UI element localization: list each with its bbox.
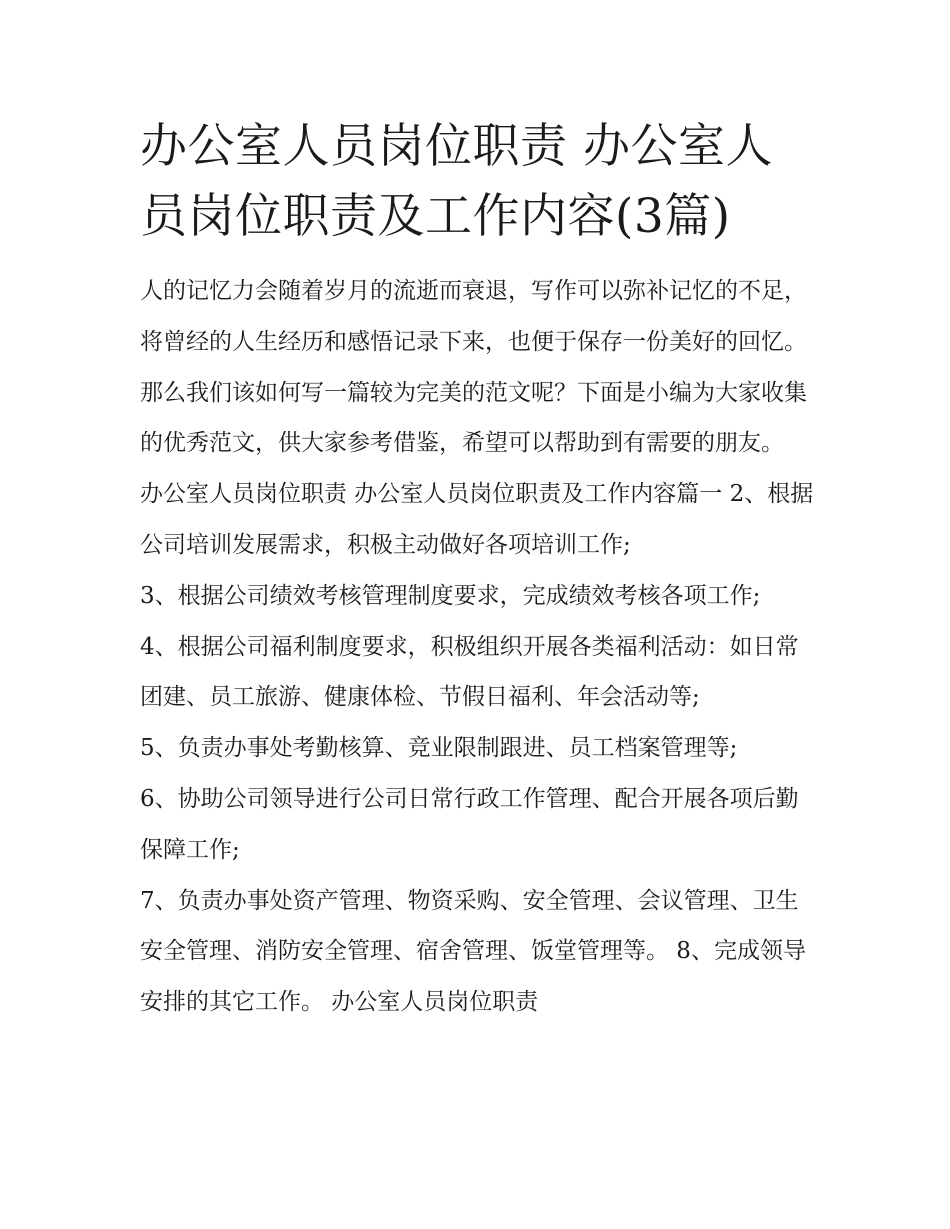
paragraph-item-3: 3、根据公司绩效考核管理制度要求，完成绩效考核各项工作; bbox=[140, 582, 761, 609]
paragraph-item-4: 4、根据公司福利制度要求，积极组织开展各类福利活动：如日常团建、员工旅游、健康体检、节假日福利、年会活动等; bbox=[140, 633, 799, 711]
paragraph-item-5: 5、负责办事处考勤核算、竞业限制跟进、员工档案管理等; bbox=[140, 735, 738, 762]
paragraph-item-7: 7、负责办事处资产管理、物资采购、安全管理、会议管理、卫生安全管理、消防安全管理、宿舍管理、饭堂管理等。 8、完成领导安排的其它工作。 办公室人员岗位职责 bbox=[140, 887, 806, 1016]
document-page bbox=[140, 112, 820, 1028]
document-title: 办公室人员岗位职责 办公室人员岗位职责及工作内容(3篇) bbox=[140, 119, 773, 244]
paragraph-item-6: 6、协助公司领导进行公司日常行政工作管理、配合开展各项后勤保障工作; bbox=[140, 785, 799, 863]
paragraph-item-2: 办公室人员岗位职责 办公室人员岗位职责及工作内容篇一 2、根据公司培训发展需求，积极主动做好各项培训工作; bbox=[140, 481, 814, 558]
document-body bbox=[140, 266, 820, 1028]
paragraph-intro: 人的记忆力会随着岁月的流逝而衰退，写作可以弥补记忆的不足，将曾经的人生经历和感悟记录下来，也便于保存一份美好的回忆。那么我们该如何写一篇较为完美的范文呢？下面是小编为大家收集的优秀范文，供大家参考借鉴，希望可以帮助到有需要的朋友。 bbox=[140, 278, 807, 457]
